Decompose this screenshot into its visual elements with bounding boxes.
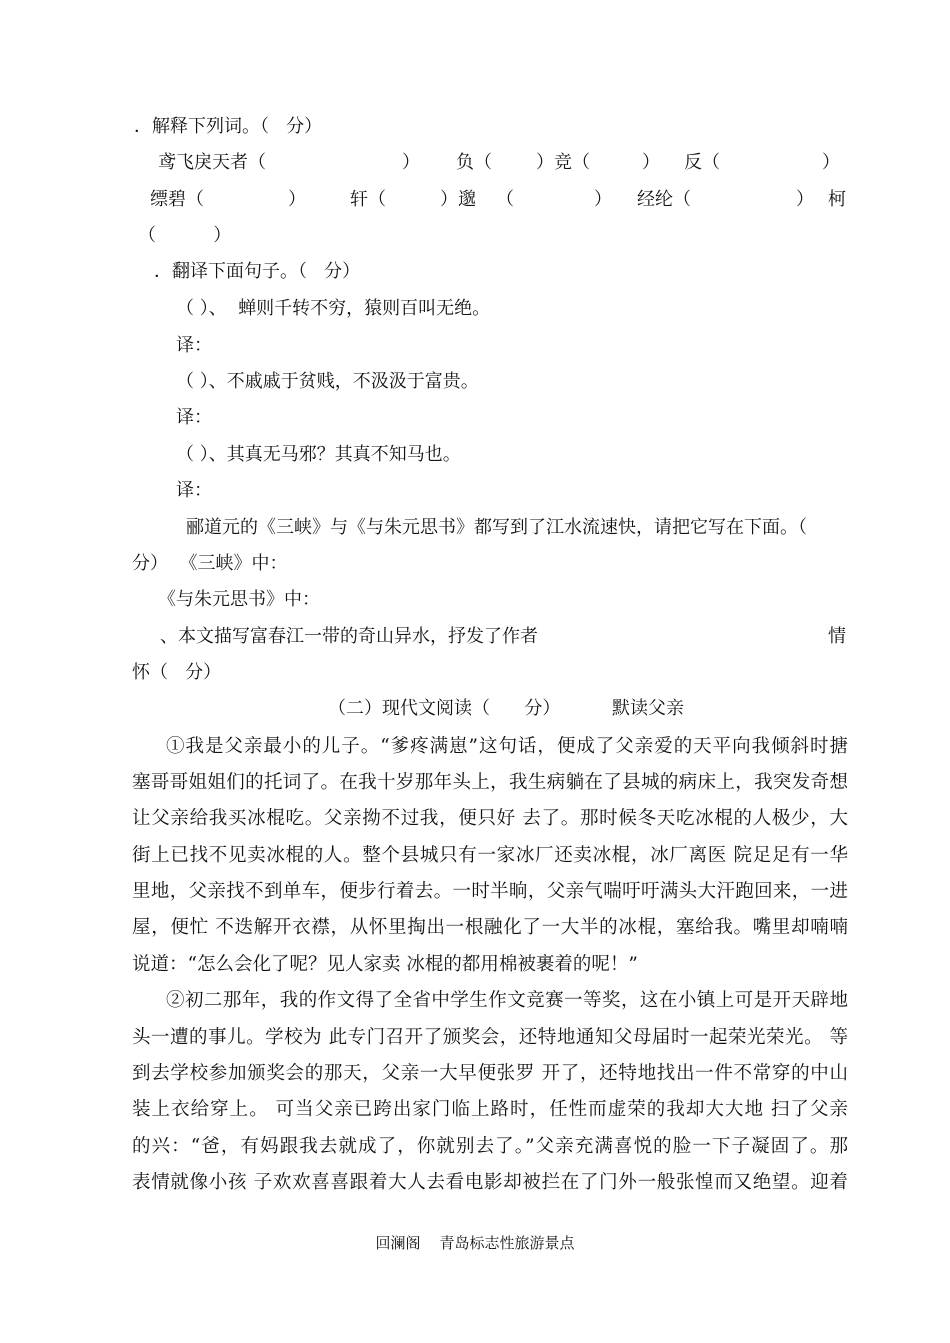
paragraph-line: 装上衣给穿上。 可当父亲已跨出家门临上路时，任性而虚荣的我却大大地 扫了父亲 bbox=[132, 1099, 848, 1120]
explain-item: ） bbox=[796, 189, 814, 210]
question-river: 郦道元的《三峡》与《与朱元思书》都写到了江水流速快，请把它写在下面。（ bbox=[186, 517, 807, 538]
paragraph-line: 街上已找不见卖冰棍的人。整个县城只有一家冰厂还卖冰棍，冰厂离医 院足足有一华 bbox=[132, 845, 848, 866]
paragraph-line: 头一遭的事儿。学校为 此专门召开了颁奖会，还特地通知父母届时一起荣光荣光。 等 bbox=[132, 1027, 848, 1048]
paragraph-line: 塞哥哥姐姐们的托词了。在我十岁那年头上，我生病躺在了县城的病床上，我突发奇想 bbox=[132, 772, 848, 793]
translate-label: 译： bbox=[176, 335, 212, 356]
paragraph-line: ①我是父亲最小的儿子。“爹疼满崽”这句话，便成了父亲爱的天平向我倾斜时搪 bbox=[166, 736, 848, 757]
question-emotion: 、本文描写富春江一带的奇山异水，抒发了作者 bbox=[160, 626, 538, 647]
explain-item: ） bbox=[822, 152, 840, 173]
paragraph-line: 说道：“怎么会化了呢？见人家卖 冰棍的都用棉被裹着的呢！” bbox=[132, 954, 638, 975]
explain-item: 鸢飞戾天者（ bbox=[158, 152, 266, 173]
question-river: 《与朱元思书》中： bbox=[158, 589, 320, 610]
section-heading: （二）现代文阅读（ 分） bbox=[328, 698, 561, 719]
paragraph-line: 让父亲给我买冰棍吃。父亲拗不过我，便只好 去了。那时候冬天吃冰棍的人极少，大 bbox=[132, 808, 848, 829]
explain-item: ）竞（ bbox=[536, 152, 590, 173]
explain-item: 柯 bbox=[828, 189, 846, 210]
paragraph-line: 的兴：“爸，有妈跟我去就成了，你就别去了。”父亲充满喜悦的脸一下子凝固了。那 bbox=[132, 1136, 848, 1157]
explain-item: ） bbox=[402, 152, 420, 173]
paragraph-line: 到去学校参加颁奖会的那天，父亲一大早便张罗 开了，还特地找出一件不常穿的中山 bbox=[132, 1063, 848, 1084]
paragraph-line: 表情就像小孩 子欢欢喜喜跟着大人去看电影却被拦在了门外一般张惶而又绝望。迎着 bbox=[132, 1172, 848, 1193]
explain-item: 负（ bbox=[456, 152, 492, 173]
explain-item: ）邈 bbox=[440, 189, 476, 210]
translate-sentence: （ ）、不戚戚于贫贱，不汲汲于富贵。 bbox=[176, 371, 479, 392]
translate-label: 译： bbox=[176, 480, 212, 501]
explain-item: ） bbox=[642, 152, 660, 173]
explain-item: 缥碧（ bbox=[150, 189, 204, 210]
explain-item: 反（ bbox=[684, 152, 720, 173]
article-title: 默读父亲 bbox=[612, 698, 684, 719]
page-footer: 回澜阁 青岛标志性旅游景点 bbox=[375, 1234, 575, 1252]
translate-label: 译： bbox=[176, 407, 212, 428]
paragraph-line: ②初二那年，我的作文得了全省中学生作文竞赛一等奖，这在小镇上可是开天辟地 bbox=[166, 990, 848, 1011]
explain-item: ） bbox=[594, 189, 612, 210]
paragraph-line: 里地，父亲找不到单车，便步行着去。一时半晌，父亲气喘吁吁满头大汗跑回来，一进 bbox=[132, 881, 848, 902]
explain-item: 经纶（ bbox=[637, 189, 691, 210]
explain-item: ） bbox=[288, 189, 306, 210]
paragraph-line: 屋，便忙 不迭解开衣襟，从怀里掏出一根融化了一大半的冰棍，塞给我。嘴里却喃喃 bbox=[132, 917, 848, 938]
translate-sentence: （ ）、 蝉则千转不穷，猿则百叫无绝。 bbox=[176, 298, 491, 319]
explain-item: 轩（ bbox=[350, 189, 386, 210]
question-river: 分） 《三峡》中： bbox=[132, 553, 288, 574]
question-emotion: 怀（ 分） bbox=[132, 662, 222, 683]
question-emotion: 情 bbox=[828, 626, 846, 647]
question-explain-title: ．解释下列词。（ 分） bbox=[134, 116, 323, 137]
explain-item: （ ） bbox=[138, 225, 232, 246]
translate-sentence: （ ）、其真无马邪？其真不知马也。 bbox=[176, 444, 461, 465]
question-translate-title: ．翻译下面句子。（ 分） bbox=[154, 261, 361, 282]
explain-item: （ bbox=[496, 189, 514, 210]
